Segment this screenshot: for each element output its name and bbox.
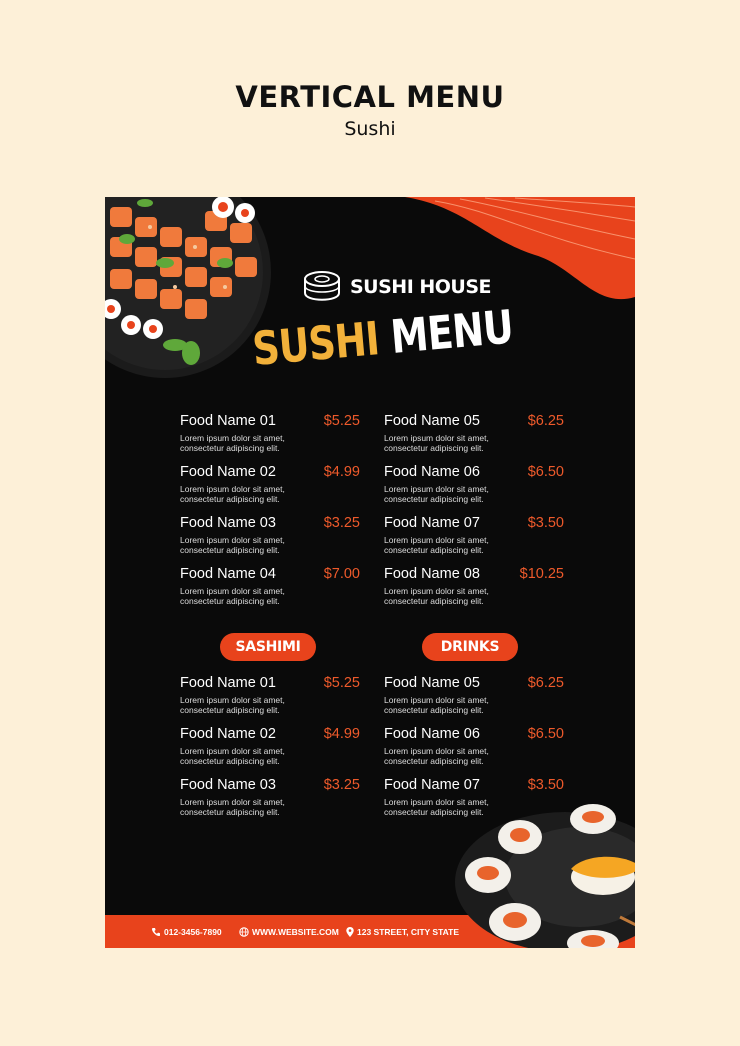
item-description: Lorem ipsum dolor sit amet, consectetur adipiscing elit. bbox=[384, 535, 489, 555]
item-name: Food Name 01 bbox=[180, 675, 276, 691]
item-price: $5.25 bbox=[323, 413, 360, 429]
item-price: $5.25 bbox=[323, 675, 360, 691]
item-name: Food Name 05 bbox=[384, 675, 480, 691]
item-description: Lorem ipsum dolor sit amet, consectetur adipiscing elit. bbox=[384, 484, 489, 504]
globe-icon bbox=[239, 927, 249, 937]
item-name: Food Name 03 bbox=[180, 515, 276, 531]
item-name: Food Name 04 bbox=[180, 566, 276, 582]
menu-item bbox=[384, 675, 564, 715]
sushi-platter-image bbox=[105, 197, 271, 378]
menu-title-word2: MENU bbox=[388, 299, 516, 364]
item-price: $6.50 bbox=[527, 726, 564, 742]
menu-item bbox=[384, 464, 564, 504]
item-price: $10.25 bbox=[519, 566, 564, 582]
menu-item bbox=[180, 515, 360, 555]
page-heading: VERTICAL MENU bbox=[235, 80, 505, 114]
item-price: $6.50 bbox=[527, 464, 564, 480]
menu-item bbox=[384, 413, 564, 453]
menu-item bbox=[180, 413, 360, 453]
brand-name: SUSHI HOUSE bbox=[350, 276, 492, 298]
phone-icon bbox=[151, 927, 161, 937]
menu-title-word1: SUSHI bbox=[250, 311, 381, 376]
item-name: Food Name 06 bbox=[384, 464, 480, 480]
location-pin-icon bbox=[346, 927, 354, 937]
item-description: Lorem ipsum dolor sit amet, consectetur adipiscing elit. bbox=[384, 797, 489, 817]
section-label-sashimi: SASHIMI bbox=[220, 633, 316, 661]
item-description: Lorem ipsum dolor sit amet, consectetur adipiscing elit. bbox=[180, 433, 285, 453]
footer-website bbox=[239, 915, 339, 948]
website-text: WWW.WEBSITE.COM bbox=[252, 926, 339, 937]
menu-item bbox=[384, 566, 564, 606]
item-price: $4.99 bbox=[323, 464, 360, 480]
footer-address bbox=[346, 915, 459, 948]
item-name: Food Name 06 bbox=[384, 726, 480, 742]
item-description: Lorem ipsum dolor sit amet, consectetur adipiscing elit. bbox=[384, 586, 489, 606]
brand-logo bbox=[302, 269, 491, 305]
phone-text: 012-3456-7890 bbox=[164, 926, 222, 937]
item-description: Lorem ipsum dolor sit amet, consectetur adipiscing elit. bbox=[180, 535, 285, 555]
menu-item bbox=[384, 515, 564, 555]
menu-item bbox=[180, 566, 360, 606]
item-name: Food Name 07 bbox=[384, 515, 480, 531]
item-price: $3.25 bbox=[323, 777, 360, 793]
item-price: $7.00 bbox=[323, 566, 360, 582]
menu-item bbox=[180, 726, 360, 766]
item-name: Food Name 02 bbox=[180, 726, 276, 742]
item-price: $3.25 bbox=[323, 515, 360, 531]
item-price: $6.25 bbox=[527, 413, 564, 429]
item-price: $3.50 bbox=[527, 515, 564, 531]
item-name: Food Name 03 bbox=[180, 777, 276, 793]
item-description: Lorem ipsum dolor sit amet, consectetur adipiscing elit. bbox=[180, 484, 285, 504]
menu-item bbox=[180, 464, 360, 504]
address-text: 123 STREET, CITY STATE bbox=[357, 926, 460, 937]
item-description: Lorem ipsum dolor sit amet, consectetur adipiscing elit. bbox=[180, 586, 285, 606]
item-name: Food Name 07 bbox=[384, 777, 480, 793]
sushi-plate-image bbox=[445, 797, 635, 948]
item-description: Lorem ipsum dolor sit amet, consectetur adipiscing elit. bbox=[384, 695, 489, 715]
item-price: $6.25 bbox=[527, 675, 564, 691]
item-description: Lorem ipsum dolor sit amet, consectetur adipiscing elit. bbox=[180, 695, 285, 715]
menu-item bbox=[384, 726, 564, 766]
item-description: Lorem ipsum dolor sit amet, consectetur adipiscing elit. bbox=[384, 433, 489, 453]
item-description: Lorem ipsum dolor sit amet, consectetur adipiscing elit. bbox=[384, 746, 489, 766]
item-name: Food Name 08 bbox=[384, 566, 480, 582]
menu-item bbox=[180, 675, 360, 715]
section-label-drinks: DRINKS bbox=[422, 633, 518, 661]
menu-flyer bbox=[105, 197, 635, 948]
item-price: $3.50 bbox=[527, 777, 564, 793]
item-description: Lorem ipsum dolor sit amet, consectetur adipiscing elit. bbox=[180, 746, 285, 766]
footer-phone bbox=[151, 915, 222, 948]
item-price: $4.99 bbox=[323, 726, 360, 742]
menu-item bbox=[180, 777, 360, 817]
item-description: Lorem ipsum dolor sit amet, consectetur adipiscing elit. bbox=[180, 797, 285, 817]
item-name: Food Name 01 bbox=[180, 413, 276, 429]
sushi-roll-icon bbox=[302, 269, 342, 305]
item-name: Food Name 02 bbox=[180, 464, 276, 480]
page-subheading: Sushi bbox=[344, 118, 396, 140]
item-name: Food Name 05 bbox=[384, 413, 480, 429]
